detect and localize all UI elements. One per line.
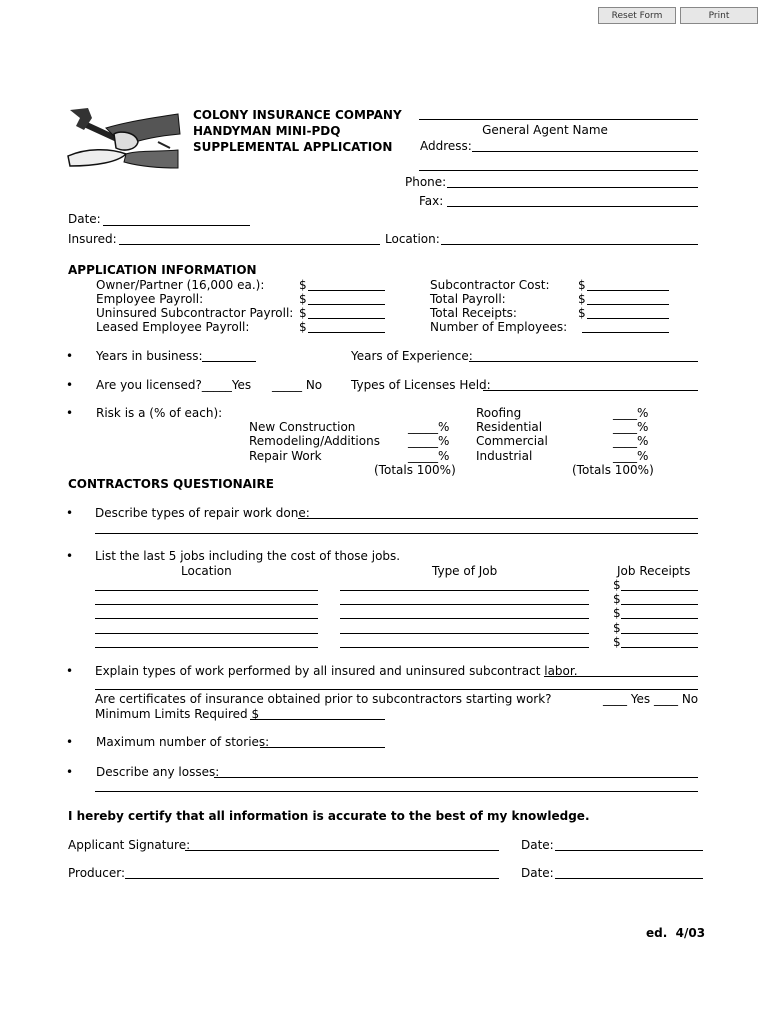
agent-name-field[interactable]: [419, 119, 698, 120]
currency-sign: $: [299, 306, 307, 320]
job-type-field[interactable]: [340, 647, 589, 648]
leased-employee-payroll-label: Leased Employee Payroll:: [96, 320, 250, 334]
producer-date-field[interactable]: [555, 878, 703, 879]
risk-commercial-pct[interactable]: ____%: [613, 434, 649, 448]
address-label: Address:: [420, 139, 472, 153]
number-employees-label: Number of Employees:: [430, 320, 568, 334]
certificates-question: Are certificates of insurance obtained prior to subcontractors starting work?: [95, 692, 552, 706]
uninsured-sub-payroll-field[interactable]: [308, 318, 385, 319]
risk-residential-label: Residential: [476, 420, 543, 434]
risk-roofing-pct[interactable]: ____%: [613, 406, 649, 420]
bullet: •: [66, 378, 74, 392]
owner-partner-field[interactable]: [308, 290, 385, 291]
subcontractor-cost-field[interactable]: [587, 290, 669, 291]
currency-sign: $: [578, 278, 586, 292]
total-payroll-label: Total Payroll:: [430, 292, 506, 306]
phone-field[interactable]: [447, 187, 698, 188]
address-field[interactable]: [472, 151, 698, 152]
describe-losses-label: Describe any losses:: [96, 765, 220, 779]
job-receipts-field[interactable]: [621, 604, 698, 605]
risk-repair-label: Repair Work: [249, 449, 322, 463]
job-type-field[interactable]: [340, 633, 589, 634]
col-location-header: Location: [181, 564, 232, 578]
certification-statement: I hereby certify that all information is accurate to the best of my knowledge.: [68, 809, 590, 823]
license-types-label: Types of Licenses Held:: [351, 378, 491, 392]
explain-sub-field-line2[interactable]: [95, 689, 698, 690]
hammer-hands-icon: [66, 104, 184, 174]
phone-label: Phone:: [405, 175, 447, 189]
employee-payroll-label: Employee Payroll:: [96, 292, 204, 306]
bullet: •: [66, 664, 74, 678]
min-limits-field[interactable]: [250, 719, 385, 720]
risk-label: Risk is a (% of each):: [96, 406, 223, 420]
bullet: •: [66, 349, 74, 363]
agent-caption: General Agent Name: [482, 123, 608, 137]
risk-repair-pct[interactable]: _____%: [408, 449, 450, 463]
explain-sub-label: Explain types of work performed by all insured and uninsured subcontract labor.: [95, 664, 578, 678]
questionnaire-heading: CONTRACTORS QUESTIONAIRE: [68, 477, 274, 491]
currency-sign: $: [613, 606, 621, 620]
edition-label: ed. 4/03: [646, 926, 706, 940]
currency-sign: $: [578, 292, 586, 306]
describe-losses-field[interactable]: [214, 777, 698, 778]
years-business-field[interactable]: [202, 361, 256, 362]
total-payroll-field[interactable]: [587, 304, 669, 305]
fax-label: Fax:: [419, 194, 444, 208]
bullet: •: [66, 549, 74, 563]
risk-commercial-label: Commercial: [476, 434, 548, 448]
risk-remodeling-label: Remodeling/Additions: [249, 434, 380, 448]
risk-new-construction-pct[interactable]: _____%: [408, 420, 450, 434]
risk-industrial-pct[interactable]: ____%: [613, 449, 649, 463]
risk-remodeling-pct[interactable]: _____%: [408, 434, 450, 448]
risk-new-construction-label: New Construction: [249, 420, 356, 434]
totals-right: (Totals 100%): [572, 463, 654, 477]
certificates-yes-no[interactable]: ____ Yes ____ No: [603, 692, 699, 706]
job-location-field[interactable]: [95, 647, 318, 648]
producer-field[interactable]: [125, 878, 499, 879]
job-location-field[interactable]: [95, 633, 318, 634]
leased-employee-payroll-field[interactable]: [308, 332, 385, 333]
insured-label: Insured:: [68, 232, 117, 246]
job-location-field[interactable]: [95, 604, 318, 605]
location-field[interactable]: [441, 244, 698, 245]
number-employees-field[interactable]: [582, 332, 669, 333]
fax-field[interactable]: [447, 206, 698, 207]
date-label: Date:: [68, 212, 101, 226]
job-receipts-field[interactable]: [621, 647, 698, 648]
job-receipts-field[interactable]: [621, 618, 698, 619]
currency-sign: $: [299, 320, 307, 334]
total-receipts-label: Total Receipts:: [430, 306, 517, 320]
producer-label: Producer:: [68, 866, 126, 880]
applicant-signature-field[interactable]: [185, 850, 499, 851]
max-stories-label: Maximum number of stories:: [96, 735, 270, 749]
job-receipts-field[interactable]: [621, 633, 698, 634]
currency-sign: $: [299, 278, 307, 292]
subcontractor-cost-label: Subcontractor Cost:: [430, 278, 550, 292]
last-jobs-label: List the last 5 jobs including the cost of those jobs.: [95, 549, 401, 563]
employee-payroll-field[interactable]: [308, 304, 385, 305]
risk-roofing-label: Roofing: [476, 406, 522, 420]
location-label: Location:: [385, 232, 440, 246]
bullet: •: [66, 765, 74, 779]
job-type-field[interactable]: [340, 618, 589, 619]
job-type-field[interactable]: [340, 590, 589, 591]
explain-sub-field[interactable]: [544, 676, 698, 677]
signature-date-label: Date:: [521, 838, 554, 852]
product-name: HANDYMAN MINI-PDQ: [193, 124, 341, 138]
years-experience-label: Years of Experience:: [351, 349, 473, 363]
currency-sign: $: [613, 578, 621, 592]
print-button[interactable]: Print: [680, 7, 758, 24]
job-receipts-field[interactable]: [621, 590, 698, 591]
col-type-header: Type of Job: [432, 564, 498, 578]
date-field[interactable]: [103, 225, 250, 226]
producer-date-label: Date:: [521, 866, 554, 880]
reset-form-button[interactable]: Reset Form: [598, 7, 676, 24]
describe-repair-field-line2[interactable]: [95, 533, 698, 534]
years-experience-field[interactable]: [469, 361, 698, 362]
company-name: COLONY INSURANCE COMPANY: [193, 108, 402, 122]
max-stories-field[interactable]: [260, 747, 385, 748]
total-receipts-field[interactable]: [587, 318, 669, 319]
min-limits-label: Minimum Limits Required $: [95, 707, 260, 721]
bullet: •: [66, 406, 74, 420]
address-field-line2[interactable]: [419, 170, 698, 171]
currency-sign: $: [299, 292, 307, 306]
license-types-field[interactable]: [483, 390, 698, 391]
totals-left: (Totals 100%): [374, 463, 456, 477]
application-heading: APPLICATION INFORMATION: [68, 263, 257, 277]
currency-sign: $: [613, 635, 621, 649]
owner-partner-label: Owner/Partner (16,000 ea.):: [96, 278, 265, 292]
risk-residential-pct[interactable]: ____%: [613, 420, 649, 434]
currency-sign: $: [613, 621, 621, 635]
bullet: •: [66, 735, 74, 749]
insured-field[interactable]: [119, 244, 380, 245]
job-location-field[interactable]: [95, 590, 318, 591]
licensed-yes-option[interactable]: Are you licensed?_____Yes: [96, 378, 252, 392]
currency-sign: $: [613, 592, 621, 606]
signature-date-field[interactable]: [555, 850, 703, 851]
job-location-field[interactable]: [95, 618, 318, 619]
describe-repair-label: Describe types of repair work done:: [95, 506, 310, 520]
risk-industrial-label: Industrial: [476, 449, 533, 463]
job-type-field[interactable]: [340, 604, 589, 605]
describe-losses-field-line2[interactable]: [95, 791, 698, 792]
applicant-signature-label: Applicant Signature:: [68, 838, 191, 852]
bullet: •: [66, 506, 74, 520]
licensed-no-option[interactable]: _____ No: [272, 378, 323, 392]
col-receipts-header: Job Receipts: [617, 564, 691, 578]
describe-repair-field[interactable]: [298, 518, 698, 519]
form-title: SUPPLEMENTAL APPLICATION: [193, 140, 393, 154]
years-business-label: Years in business:: [96, 349, 203, 363]
uninsured-sub-payroll-label: Uninsured Subcontractor Payroll:: [96, 306, 294, 320]
currency-sign: $: [578, 306, 586, 320]
